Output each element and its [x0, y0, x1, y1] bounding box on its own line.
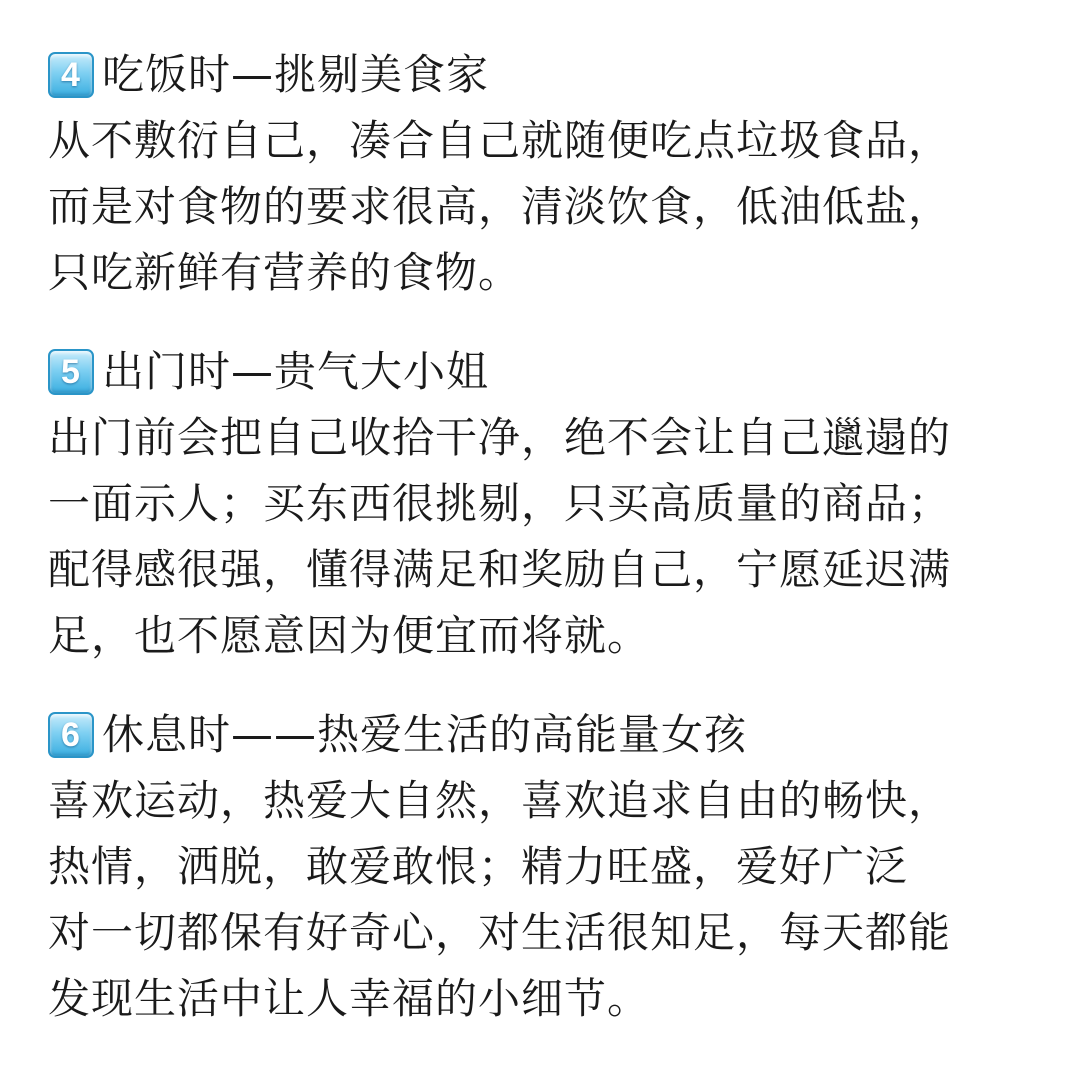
- section-heading: [48, 339, 1048, 405]
- section-title: 吃饭时—挑剔美食家: [102, 50, 490, 99]
- paragraph-line: 喜欢运动，热爱大自然，喜欢追求自由的畅快，: [48, 776, 952, 825]
- section-dining: [48, 42, 1048, 306]
- paragraph-line: 从不敷衍自己，凑合自己就随便吃点垃圾食品，: [48, 116, 952, 165]
- paragraph-line: 出门前会把自己收拾干净，绝不会让自己邋遢的: [48, 413, 952, 462]
- paragraph-line: 只吃新鲜有营养的食物。: [48, 248, 522, 297]
- paragraph-line: 足，也不愿意因为便宜而将就。: [48, 611, 651, 660]
- paragraph-line: 而是对食物的要求很高，清淡饮食，低油低盐，: [48, 182, 952, 231]
- paragraph-line: 配得感很强，懂得满足和奖励自己，宁愿延迟满: [48, 545, 952, 594]
- paragraph-line: 热情，洒脱，敢爱敢恨；精力旺盛，爱好广泛: [48, 842, 909, 891]
- paragraph-line: 一面示人；买东西很挑剔，只买高质量的商品；: [48, 479, 952, 528]
- document-body: [48, 42, 1048, 1065]
- keycap-4-icon: 4: [48, 52, 94, 98]
- paragraph-line: 对一切都保有好奇心，对生活很知足，每天都能: [48, 908, 952, 957]
- section-heading: [48, 42, 1048, 108]
- section-title: 休息时——热爱生活的高能量女孩: [102, 710, 748, 759]
- section-going-out: [48, 339, 1048, 669]
- section-resting: [48, 702, 1048, 1032]
- keycap-5-icon: 5: [48, 349, 94, 395]
- paragraph-line: 发现生活中让人幸福的小细节。: [48, 974, 651, 1023]
- keycap-6-icon: 6: [48, 712, 94, 758]
- section-title: 出门时—贵气大小姐: [102, 347, 490, 396]
- section-heading: [48, 702, 1048, 768]
